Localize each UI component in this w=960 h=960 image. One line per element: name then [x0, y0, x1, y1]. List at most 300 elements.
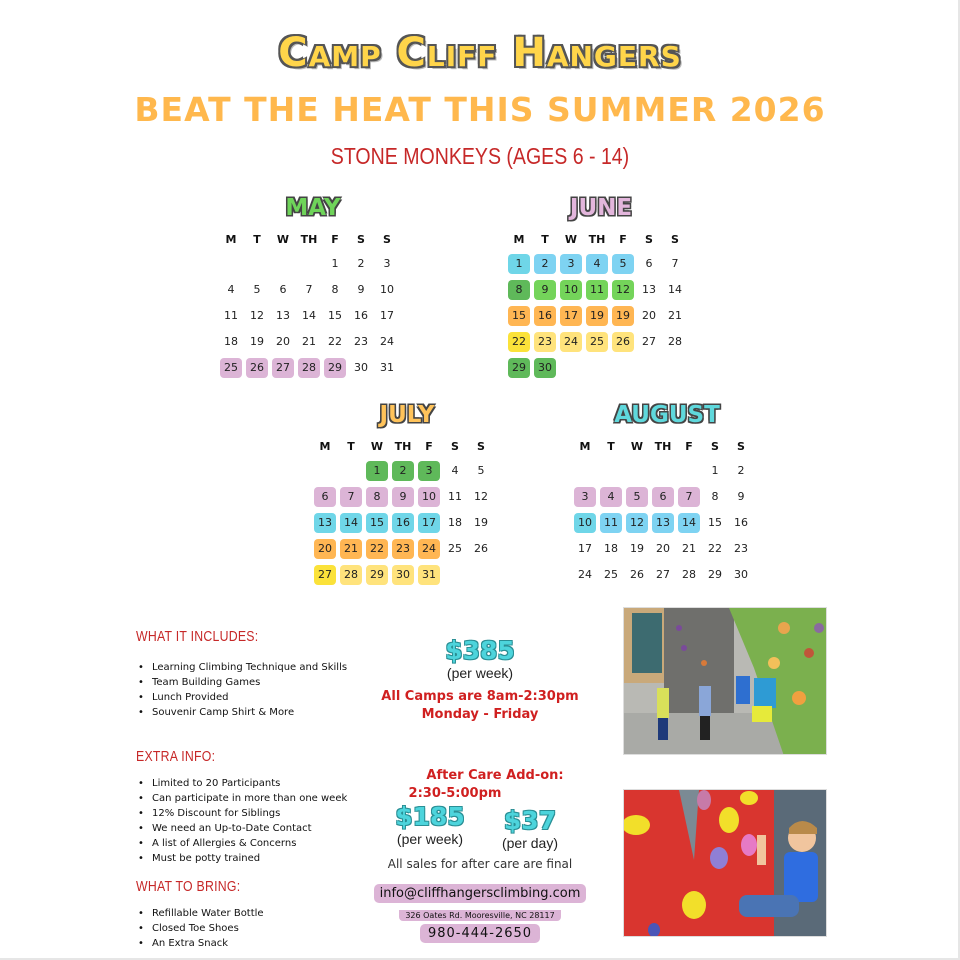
day-number: 6: [652, 487, 674, 507]
weekday-header: T: [541, 233, 549, 246]
day-number: 4: [600, 487, 622, 507]
day-number: 25: [448, 542, 462, 555]
aftercare-week: [380, 802, 480, 847]
day-number: 1: [366, 461, 388, 481]
calendar-day: [244, 303, 270, 329]
calendar-day: [270, 277, 296, 303]
aftercare-day: [490, 806, 570, 851]
day-number: 12: [626, 513, 648, 533]
camp-week-day: [338, 536, 364, 562]
empty-cell: [598, 458, 624, 484]
weekday-header: W: [630, 440, 644, 453]
day-number: 30: [392, 565, 414, 585]
camp-week-day: [416, 484, 442, 510]
day-number: 19: [474, 516, 488, 529]
camp-week-day: [390, 484, 416, 510]
weekday-header: M: [579, 440, 591, 453]
weekday-header: T: [607, 440, 615, 453]
calendar-day: [624, 562, 650, 588]
contact-address: 326 Oates Rd. Mooresville, NC 28117: [399, 910, 560, 921]
includes-heading: WHAT IT INCLUDES:: [136, 628, 259, 645]
camp-week-day: [624, 484, 650, 510]
camp-days: Monday - Friday: [421, 707, 539, 722]
bring-heading: WHAT TO BRING:: [136, 878, 241, 895]
day-number: 18: [224, 335, 238, 348]
day-number: 19: [586, 306, 608, 326]
calendar-day: [218, 277, 244, 303]
day-number: 14: [340, 513, 362, 533]
camp-week-day: [558, 277, 584, 303]
calendar-day: [442, 484, 468, 510]
camp-week-day: [416, 458, 442, 484]
calendar-day: [296, 303, 322, 329]
weekday-header: S: [477, 440, 485, 453]
calendar-day: [650, 536, 676, 562]
empty-cell: [624, 458, 650, 484]
day-number: 7: [678, 487, 700, 507]
day-number: 2: [737, 464, 745, 477]
camp-week-day: [390, 458, 416, 484]
camp-week-day: [676, 484, 702, 510]
calendar-day: [270, 329, 296, 355]
calendar-day: [322, 329, 348, 355]
calendar-day: [702, 458, 728, 484]
camp-week-day: [506, 329, 532, 355]
day-number: 6: [645, 257, 653, 270]
calendar-day: [662, 303, 688, 329]
aftercare-title: After Care Add-on:: [426, 768, 564, 783]
calendar-day: [636, 277, 662, 303]
day-number: 19: [630, 542, 644, 555]
camp-week-day: [296, 355, 322, 381]
day-number: 19: [250, 335, 264, 348]
day-number: 13: [642, 283, 656, 296]
calendar-june: [506, 195, 696, 381]
extra-info-heading: EXTRA INFO:: [136, 748, 216, 765]
camp-week-day: [532, 251, 558, 277]
day-number: 20: [642, 309, 656, 322]
photo-boy-climbing: [623, 789, 827, 937]
calendar-day: [374, 251, 400, 277]
day-number: 21: [682, 542, 696, 555]
day-number: 30: [734, 568, 748, 581]
weekday-header: S: [357, 233, 365, 246]
month-name: AUGUST: [614, 402, 720, 428]
camp-week-day: [610, 303, 636, 329]
day-number: 2: [534, 254, 556, 274]
calendar-day: [728, 510, 754, 536]
day-number: 26: [246, 358, 268, 378]
day-number: 13: [652, 513, 674, 533]
day-number: 27: [656, 568, 670, 581]
calendar-day: [636, 329, 662, 355]
month-name: JUNE: [569, 195, 633, 221]
summer-subtitle: BEAT THE HEAT THIS SUMMER 2026: [134, 90, 826, 129]
camp-week-day: [650, 484, 676, 510]
day-number: 10: [380, 283, 394, 296]
calendar-day: [702, 484, 728, 510]
bring-list: [138, 906, 358, 951]
calendar-day: [468, 484, 494, 510]
list-item: • Refillable Water Bottle: [138, 906, 358, 921]
calendar-day: [374, 355, 400, 381]
day-number: 25: [220, 358, 242, 378]
list-item: • 12% Discount for Siblings: [138, 806, 378, 821]
calendar-day: [442, 458, 468, 484]
calendar-day: [296, 329, 322, 355]
weekday-header: S: [711, 440, 719, 453]
day-number: 17: [560, 306, 582, 326]
aftercare-block: [360, 768, 600, 801]
day-number: 1: [508, 254, 530, 274]
camp-week-day: [532, 329, 558, 355]
month-grid: [572, 436, 762, 588]
photo-kids-bouldering: [623, 607, 827, 755]
day-number: 11: [224, 309, 238, 322]
weekday-header: TH: [394, 440, 412, 453]
day-number: 20: [656, 542, 670, 555]
day-number: 16: [354, 309, 368, 322]
day-number: 9: [357, 283, 365, 296]
day-number: 11: [448, 490, 462, 503]
day-number: 3: [560, 254, 582, 274]
day-number: 16: [534, 306, 556, 326]
day-number: 26: [612, 332, 634, 352]
day-number: 5: [612, 254, 634, 274]
day-number: 16: [392, 513, 414, 533]
camp-week-day: [390, 510, 416, 536]
day-number: 2: [357, 257, 365, 270]
month-name: JULY: [379, 402, 435, 428]
calendar-day: [348, 303, 374, 329]
day-number: 24: [380, 335, 394, 348]
camp-week-day: [584, 303, 610, 329]
calendar-day: [244, 277, 270, 303]
weekday-header: TH: [300, 233, 318, 246]
list-item: • Closed Toe Shoes: [138, 921, 358, 936]
day-number: 10: [574, 513, 596, 533]
calendar-july: [312, 402, 502, 588]
camp-week-day: [364, 536, 390, 562]
day-number: 6: [279, 283, 287, 296]
camp-week-day: [312, 536, 338, 562]
list-item: • Must be potty trained: [138, 851, 378, 866]
day-number: 4: [227, 283, 235, 296]
calendar-day: [296, 277, 322, 303]
camp-week-day: [558, 251, 584, 277]
camp-week-day: [506, 277, 532, 303]
camp-week-day: [364, 458, 390, 484]
weekday-header: W: [370, 440, 384, 453]
day-number: 31: [380, 361, 394, 374]
day-number: 5: [253, 283, 261, 296]
day-number: 7: [671, 257, 679, 270]
weekday-header: F: [425, 440, 433, 453]
aftercare-week-price: $185: [395, 802, 465, 831]
camp-week-day: [390, 536, 416, 562]
calendar-day: [468, 536, 494, 562]
month-grid: [312, 436, 502, 588]
day-number: 14: [678, 513, 700, 533]
day-number: 15: [366, 513, 388, 533]
day-number: 13: [276, 309, 290, 322]
day-number: 28: [340, 565, 362, 585]
calendar-day: [270, 303, 296, 329]
calendar-day: [374, 303, 400, 329]
day-number: 15: [328, 309, 342, 322]
list-item: • Limited to 20 Participants: [138, 776, 378, 791]
calendar-day: [468, 458, 494, 484]
calendar-day: [662, 277, 688, 303]
list-item: • Can participate in more than one week: [138, 791, 378, 806]
empty-cell: [650, 458, 676, 484]
day-number: 22: [328, 335, 342, 348]
day-number: 25: [586, 332, 608, 352]
day-number: 1: [711, 464, 719, 477]
contact-email[interactable]: info@cliffhangersclimbing.com: [374, 884, 587, 903]
camp-week-day: [338, 510, 364, 536]
camp-week-day: [624, 510, 650, 536]
day-number: 4: [451, 464, 459, 477]
day-number: 29: [366, 565, 388, 585]
day-number: 3: [383, 257, 391, 270]
camp-week-day: [558, 303, 584, 329]
month-name: MAY: [285, 195, 341, 221]
day-number: 1: [331, 257, 339, 270]
weekday-header: TH: [588, 233, 606, 246]
camp-week-day: [598, 510, 624, 536]
day-number: 5: [477, 464, 485, 477]
calendar-day: [728, 484, 754, 510]
day-number: 9: [534, 280, 556, 300]
day-number: 21: [668, 309, 682, 322]
calendar-may: [218, 195, 408, 381]
camp-title: Camp Cliff Hangers: [278, 30, 682, 76]
empty-cell: [338, 458, 364, 484]
calendar-day: [572, 562, 598, 588]
calendar-day: [598, 562, 624, 588]
day-number: 29: [324, 358, 346, 378]
day-number: 17: [578, 542, 592, 555]
camp-week-day: [572, 510, 598, 536]
camp-week-day: [312, 484, 338, 510]
main-price-unit: (per week): [446, 665, 514, 681]
calendar-day: [218, 303, 244, 329]
day-number: 19: [612, 306, 634, 326]
calendar-day: [650, 562, 676, 588]
camp-week-day: [416, 562, 442, 588]
camp-week-day: [610, 329, 636, 355]
day-number: 18: [448, 516, 462, 529]
weekday-header: M: [319, 440, 331, 453]
weekday-header: W: [564, 233, 578, 246]
day-number: 18: [604, 542, 618, 555]
calendar-day: [702, 510, 728, 536]
camp-week-day: [532, 303, 558, 329]
camp-hours: All Camps are 8am-2:30pm: [381, 689, 579, 704]
list-item: • We need an Up-to-Date Contact: [138, 821, 378, 836]
calendar-day: [728, 562, 754, 588]
weekday-header: S: [645, 233, 653, 246]
day-number: 16: [734, 516, 748, 529]
day-number: 17: [418, 513, 440, 533]
aftercare-day-price: $37: [503, 806, 557, 835]
weekday-header: S: [671, 233, 679, 246]
day-number: 2: [392, 461, 414, 481]
day-number: 12: [474, 490, 488, 503]
day-number: 4: [586, 254, 608, 274]
camp-week-day: [338, 484, 364, 510]
contact-block: [355, 882, 605, 943]
day-number: 17: [380, 309, 394, 322]
camp-week-day: [244, 355, 270, 381]
day-number: 11: [586, 280, 608, 300]
day-number: 26: [474, 542, 488, 555]
day-number: 15: [708, 516, 722, 529]
day-number: 20: [276, 335, 290, 348]
camp-week-day: [416, 510, 442, 536]
day-number: 9: [392, 487, 414, 507]
day-number: 3: [574, 487, 596, 507]
day-number: 30: [354, 361, 368, 374]
camp-week-day: [676, 510, 702, 536]
calendar-day: [322, 251, 348, 277]
weekday-header: F: [331, 233, 339, 246]
calendar-day: [702, 562, 728, 588]
day-number: 6: [314, 487, 336, 507]
weekday-header: S: [383, 233, 391, 246]
day-number: 21: [302, 335, 316, 348]
day-number: 24: [578, 568, 592, 581]
calendar-day: [468, 510, 494, 536]
day-number: 14: [302, 309, 316, 322]
calendar-day: [374, 329, 400, 355]
camp-week-day: [650, 510, 676, 536]
calendar-day: [322, 277, 348, 303]
day-number: 22: [508, 332, 530, 352]
day-number: 12: [612, 280, 634, 300]
empty-cell: [296, 251, 322, 277]
weekday-header: F: [685, 440, 693, 453]
day-number: 21: [340, 539, 362, 559]
camp-week-day: [390, 562, 416, 588]
weekday-header: S: [737, 440, 745, 453]
day-number: 14: [668, 283, 682, 296]
calendar-day: [442, 536, 468, 562]
calendar-day: [218, 329, 244, 355]
day-number: 20: [314, 539, 336, 559]
list-item: • A list of Allergies & Concerns: [138, 836, 378, 851]
camp-week-day: [610, 251, 636, 277]
day-number: 10: [560, 280, 582, 300]
day-number: 15: [508, 306, 530, 326]
camp-week-day: [506, 251, 532, 277]
day-number: 28: [682, 568, 696, 581]
camp-week-day: [364, 562, 390, 588]
day-number: 27: [642, 335, 656, 348]
calendar-day: [374, 277, 400, 303]
pricing-block: [370, 636, 590, 722]
weekday-header: M: [513, 233, 525, 246]
empty-cell: [676, 458, 702, 484]
day-number: 12: [250, 309, 264, 322]
camp-week-day: [312, 562, 338, 588]
camp-week-day: [506, 303, 532, 329]
day-number: 23: [734, 542, 748, 555]
calendar-day: [348, 329, 374, 355]
empty-cell: [218, 251, 244, 277]
weekday-header: F: [619, 233, 627, 246]
day-number: 22: [366, 539, 388, 559]
day-number: 10: [418, 487, 440, 507]
list-item: • Lunch Provided: [138, 690, 348, 705]
weekday-header: T: [347, 440, 355, 453]
month-grid: [506, 229, 696, 381]
day-number: 7: [305, 283, 313, 296]
day-number: 7: [340, 487, 362, 507]
includes-list: [138, 660, 348, 720]
day-number: 8: [508, 280, 530, 300]
day-number: 24: [560, 332, 582, 352]
camp-week-day: [584, 277, 610, 303]
calendar-day: [662, 251, 688, 277]
day-number: 23: [354, 335, 368, 348]
calendar-day: [702, 536, 728, 562]
calendar-day: [572, 536, 598, 562]
calendar-day: [598, 536, 624, 562]
day-number: 5: [626, 487, 648, 507]
day-number: 23: [392, 539, 414, 559]
camp-week-day: [312, 510, 338, 536]
empty-cell: [572, 458, 598, 484]
camp-week-day: [610, 277, 636, 303]
aftercare-week-unit: (per week): [396, 831, 464, 847]
camp-week-day: [584, 329, 610, 355]
day-number: 11: [600, 513, 622, 533]
calendar-day: [676, 536, 702, 562]
camp-week-day: [506, 355, 532, 381]
camp-week-day: [364, 484, 390, 510]
calendar-day: [636, 303, 662, 329]
day-number: 9: [737, 490, 745, 503]
calendar-day: [244, 329, 270, 355]
camp-week-day: [270, 355, 296, 381]
camp-week-day: [532, 277, 558, 303]
age-group-label: STONE MONKEYS (AGES 6 - 14): [330, 143, 630, 169]
weekday-header: T: [253, 233, 261, 246]
day-number: 3: [418, 461, 440, 481]
day-number: 13: [314, 513, 336, 533]
contact-phone[interactable]: 980-444-2650: [420, 924, 540, 943]
camp-week-day: [584, 251, 610, 277]
camp-week-day: [532, 355, 558, 381]
day-number: 28: [298, 358, 320, 378]
camp-week-day: [598, 484, 624, 510]
calendar-day: [348, 277, 374, 303]
main-price: $385: [445, 636, 515, 665]
day-number: 25: [604, 568, 618, 581]
day-number: 30: [534, 358, 556, 378]
calendar-august: [572, 402, 762, 588]
calendar-day: [728, 458, 754, 484]
day-number: 31: [418, 565, 440, 585]
weekday-header: TH: [654, 440, 672, 453]
list-item: • An Extra Snack: [138, 936, 358, 951]
day-number: 24: [418, 539, 440, 559]
camp-week-day: [322, 355, 348, 381]
day-number: 8: [366, 487, 388, 507]
aftercare-day-unit: (per day): [501, 835, 559, 851]
